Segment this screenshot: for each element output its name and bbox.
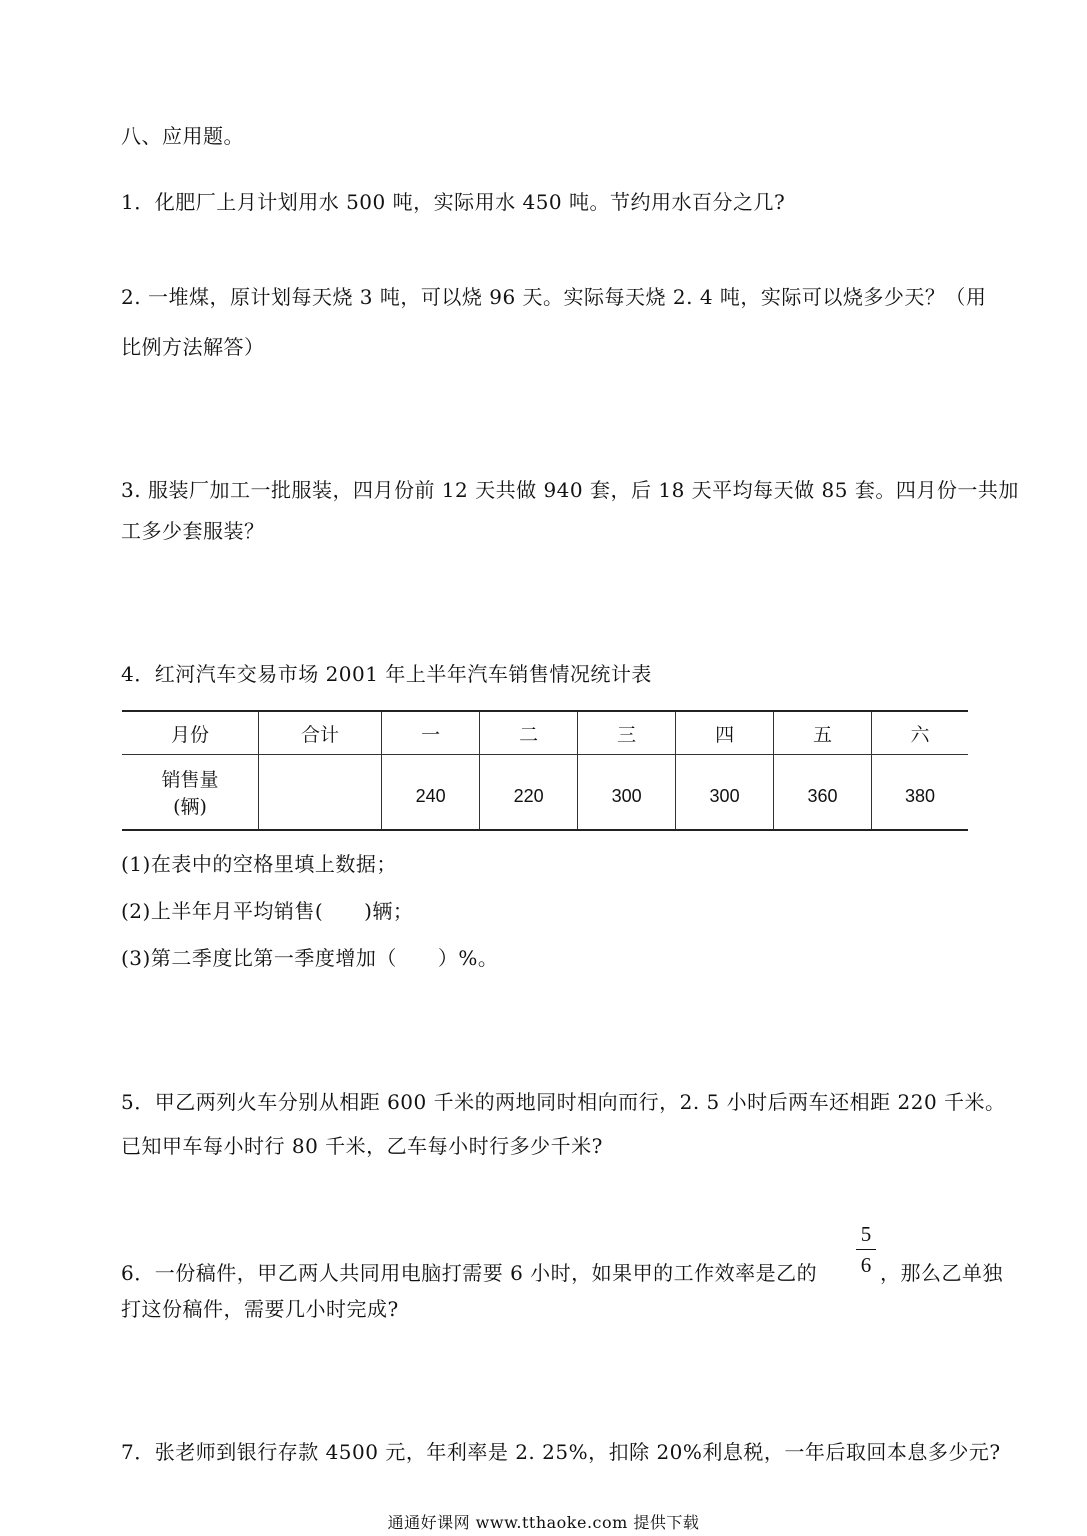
fraction-bar: [856, 1249, 876, 1250]
question-1: 1．化肥厂上月计划用水 500 吨，实际用水 450 吨。节约用水百分之几?: [121, 190, 786, 214]
question-6-line-2: 打这份稿件，需要几小时完成?: [121, 1297, 399, 1321]
row-label-line-1: 销售量: [161, 769, 219, 791]
question-6-line-1-tail: ，那么乙单独: [880, 1261, 1003, 1285]
fraction-numerator: 5: [860, 1222, 872, 1246]
value-may: 360: [774, 755, 872, 831]
question-3-line-1: 3. 服装厂加工一批服装，四月份前 12 天共做 940 套，后 18 天平均每天做 85 套。四月份一共加: [121, 478, 1019, 502]
header-mar: 三: [578, 711, 676, 755]
question-3-line-2: 工多少套服装？: [121, 519, 265, 543]
question-2-line-1: 2. 一堆煤，原计划每天烧 3 吨，可以烧 96 天。实际每天烧 2. 4 吨，实际可以烧多少天？（用: [121, 285, 987, 309]
header-month: 月份: [122, 711, 259, 755]
fraction-denominator: 6: [860, 1253, 872, 1277]
question-6-line-1-head: 6．一份稿件，甲乙两人共同用电脑打需要 6 小时，如果甲的工作效率是乙的: [121, 1261, 818, 1285]
question-5-line-1: 5．甲乙两列火车分别从相距 600 千米的两地同时相向而行，2. 5 小时后两车还相距 220 千米。: [121, 1090, 1006, 1114]
question-7: 7．张老师到银行存款 4500 元，年利率是 2. 25%，扣除 20%利息税，一年后取回本息多少元?: [121, 1440, 1001, 1464]
header-total: 合计: [259, 711, 382, 755]
page-footer: 通通好课网 www.tthaoke.com 提供下载: [387, 1513, 700, 1532]
total-blank-cell[interactable]: [259, 755, 382, 831]
row-label: [122, 755, 259, 831]
value-jun: 380: [872, 755, 968, 831]
value-mar: 300: [578, 755, 676, 831]
header-jan: 一: [382, 711, 480, 755]
header-may: 五: [774, 711, 872, 755]
value-feb: 220: [480, 755, 578, 831]
header-feb: 二: [480, 711, 578, 755]
sales-table: [122, 710, 968, 831]
header-apr: 四: [676, 711, 774, 755]
table-row: [122, 755, 968, 831]
fraction-five-sixths: [856, 1222, 876, 1277]
question-4-sub-2: (2)上半年月平均销售( )辆；: [121, 899, 414, 923]
section-heading: 八、应用题。: [121, 124, 244, 148]
header-jun: 六: [872, 711, 968, 755]
question-4-sub-1: (1)在表中的空格里填上数据；: [121, 852, 397, 876]
question-4-title: 4．红河汽车交易市场 2001 年上半年汽车销售情况统计表: [121, 662, 652, 686]
question-2-line-2: 比例方法解答）: [121, 335, 265, 359]
question-5-line-2: 已知甲车每小时行 80 千米，乙车每小时行多少千米?: [121, 1134, 603, 1158]
value-apr: 300: [676, 755, 774, 831]
value-jan: 240: [382, 755, 480, 831]
question-4-sub-3: (3)第二季度比第一季度增加（ ）%。: [121, 946, 499, 970]
table-header-row: [122, 711, 968, 755]
row-label-line-2: (辆): [173, 796, 207, 818]
